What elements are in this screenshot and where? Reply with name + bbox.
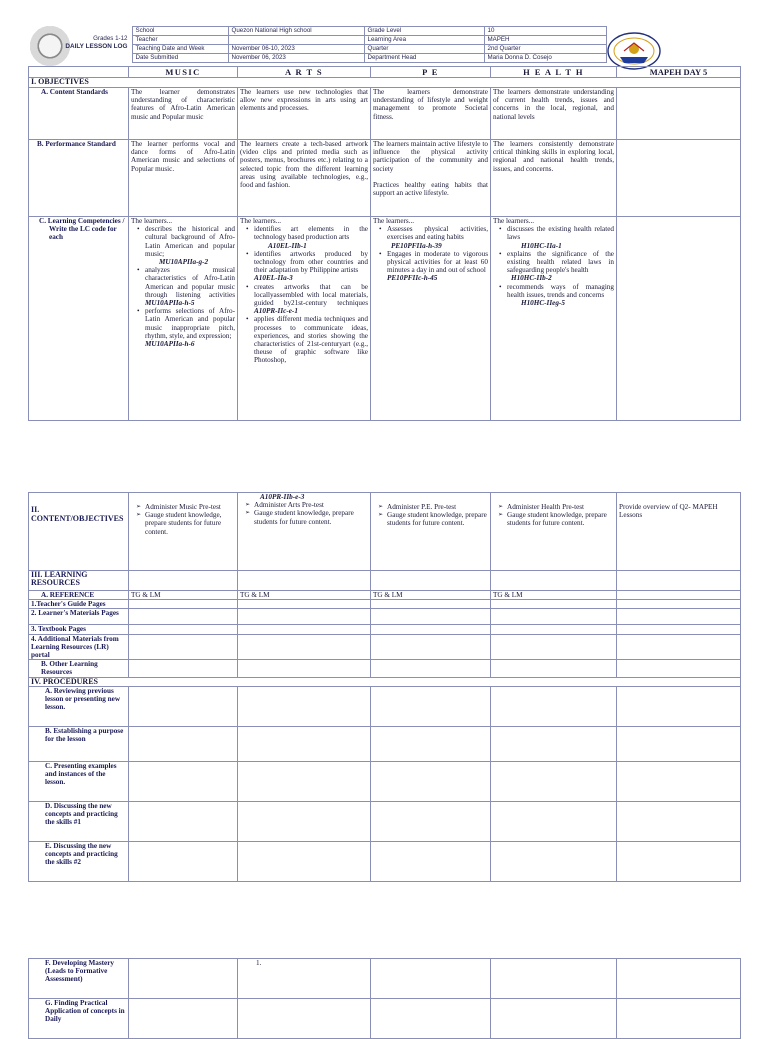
co-health-1: ➢ Administer Health Pre-test [501,503,614,511]
tglm-health: TG & LM [491,591,617,600]
performance-arts: The learners create a tech-based artwork (video clips and printed media such as posters, menus, brochures etc.) relating to a selected topic from the different learning areas using available technologies, e.g., food and fashion. [238,140,371,217]
co-music-1: ➢ Administer Music Pre-test [139,503,235,511]
music-code-1: MU10APIIa-g-2 [159,258,209,267]
empty-cell [238,634,371,660]
co-day5: Provide overview of Q2- MAPEH Lessons [617,493,741,571]
empty-cell [491,660,617,677]
resources-heading: III. LEARNING RESOURCES [29,571,129,591]
empty-cell [491,959,617,999]
content-standards-label: A. Content Standards [29,88,129,140]
music-code-2: MU10APIIa-h-5 [145,299,195,308]
empty-cell [491,999,617,1039]
empty-cell [617,625,741,634]
empty-cell [129,600,238,609]
empty-cell [371,686,491,726]
arts-code-3: A10PR-IIc-e-1 [254,307,298,316]
competencies-pe [371,217,491,421]
empty-cell [129,999,238,1039]
empty-cell [238,726,371,761]
empty-cell [617,959,741,999]
empty-cell [129,634,238,660]
competencies-music [129,217,238,421]
learners-intro: The learners... [373,217,415,225]
music-competency-2-text: analyzes musical characteristics of Afro-Latin American and popular music through listening activities [145,266,235,299]
arts-competency-1-text: identifies art elements in the technology based production arts [254,225,368,242]
page-2 [0,492,768,892]
health-code-1: H10HC-IIa-1 [521,241,562,250]
pe-competency-2-text: Engages in moderate to vigorous physical activities for at least 60 minutes a day in and out of school [387,249,488,275]
competencies-arts [238,217,371,421]
empty-cell [238,609,371,625]
procedure-e-label: E. Discussing the new concepts and practicing the skills #2 [29,841,129,881]
empty-cell [371,801,491,841]
empty-cell [371,625,491,634]
empty-cell [617,600,741,609]
co-arts-code: A10PR-IIb-e-3 [260,493,305,501]
page-break-1 [0,440,768,492]
empty-cell [617,999,741,1039]
arts-competency-2 [248,250,368,283]
quarter-label: Quarter [364,45,484,54]
grade-label: Grade Level [364,27,484,36]
arts-competency-3-text: creates artworks that can be locallyassembled with local materials, guided by21st-century techniques [254,282,368,308]
other-resources-label: B. Other Learning Resources [29,660,129,677]
empty-cell [491,634,617,660]
col-pe: P E [371,67,491,78]
head-value: Maria Donna D. Cosejo [484,54,606,63]
competencies-label [29,217,129,421]
arts-competency-list [240,225,368,364]
arts-competency-4-text: applies different media techniques and processes to communicate ideas, experiences, and stories showing the characteristics of 21st-centuryart (e.g., theuse of graphic software like Photoshop, [254,315,368,365]
empty-cell [129,686,238,726]
empty-cell [491,761,617,801]
health-competency-list [493,225,614,307]
co-pe-1: ➢ Administer P.E. Pre-test [381,503,488,511]
empty-cell [617,726,741,761]
empty-cell [491,801,617,841]
procedures-table [28,492,741,882]
submitted-label: Date Submitted [132,54,228,63]
content-music: The learner demonstrates understanding of characteristic features of Afro-Latin American music and Popular music [129,88,238,140]
empty-cell [617,591,741,600]
learners-intro: The learners... [493,217,535,225]
empty-cell [371,634,491,660]
empty-cell [129,841,238,881]
empty-cell [617,609,741,625]
empty-cell [491,726,617,761]
empty-cell [491,600,617,609]
content-pe: The learners demonstrate understanding of lifestyle and weight management to promote Societal fitness. [371,88,491,140]
co-health-2: ➢ Gauge student knowledge, prepare students for future content. [501,511,614,527]
empty-cell [129,959,238,999]
dates-label: Teaching Date and Week [132,45,228,54]
procedure-d-label: D. Discussing the new concepts and practicing the skills #1 [29,801,129,841]
log-title: DAILY LESSON LOG [65,42,128,50]
empty-cell [371,726,491,761]
empty-cell [371,959,491,999]
empty-cell [129,761,238,801]
content-day5 [617,88,741,140]
empty-cell [371,600,491,609]
co-arts-list [240,501,368,526]
competencies-sub: Write the LC code for each [49,225,117,242]
arts-competency-2-text: identifies artworks produced by technology from other countries and their adaptation by Philippine artists [254,249,368,275]
reference-label: A. REFERENCE [29,591,129,600]
procedure-b-label: B. Establishing a purpose for the lesson [29,726,129,761]
co-arts [238,493,371,571]
empty-cell [238,999,371,1039]
procedure-a-label: A. Reviewing previous lesson or presenting new lesson. [29,686,129,726]
arts-competency-4 [248,315,368,364]
music-code-3: MU10APIIa-h-6 [145,340,195,349]
music-competency-1 [139,225,235,266]
health-competency-2 [501,250,614,283]
co-arts-1: ➢ Administer Arts Pre-test [248,501,368,509]
empty-cell [617,761,741,801]
empty-cell [371,609,491,625]
co-music [129,493,238,571]
tglm-music: TG & LM [129,591,238,600]
textbook-pages-label: 3. Textbook Pages [29,625,129,634]
co-pe [371,493,491,571]
empty-cell [371,660,491,677]
additional-materials-label: 4. Additional Materials from Learning Resources (LR) portal [29,634,129,660]
empty-cell [129,625,238,634]
learners-intro: The learners... [240,217,282,225]
empty-cell [129,726,238,761]
quarter-value: 2nd Quarter [484,45,606,54]
school-value: Quezon National High school [228,27,364,36]
empty-cell [491,686,617,726]
school-label: School [132,27,228,36]
header-table [28,26,740,63]
performance-pe [371,140,491,217]
teacher-value [228,36,364,45]
content-objective-label: II. CONTENT/OBJECTIVES [29,493,129,571]
objectives-heading: I. OBJECTIVES [29,78,741,88]
empty-cell [491,625,617,634]
co-music-2: ➢ Gauge student knowledge, prepare students for future content. [139,511,235,536]
competencies-title: C. Learning Competencies / [39,217,125,225]
pe-competency-1 [381,225,488,250]
pe-code-1: PE10PFIIa-h-39 [391,241,442,250]
empty-cell [238,625,371,634]
performance-music: The learner performs vocal and dance forms of Afro-Latin American music and selections of Popular music. [129,140,238,217]
co-music-list [131,503,235,536]
col-music: MUSIC [129,67,238,78]
pe-competency-list [373,225,488,282]
head-label: Department Head [364,54,484,63]
empty-cell [371,761,491,801]
co-pe-list [373,503,488,528]
competencies-health [491,217,617,421]
health-code-2: H10HC-IIb-2 [511,274,552,283]
performance-pe-extra: Practices healthy eating habits that support an active lifestyle. [373,180,488,198]
empty-cell [371,841,491,881]
music-competency-3 [139,307,235,348]
co-pe-2: ➢ Gauge student knowledge, prepare students for future content. [381,511,488,527]
music-competency-list [131,225,235,348]
teacher-label: Teacher [132,36,228,45]
health-competency-1-text: discusses the existing health related laws [507,225,614,242]
tglm-pe: TG & LM [371,591,491,600]
page-1 [0,0,768,440]
procedure-f-label: F. Developing Mastery (Leads to Formative Assessment) [29,959,129,999]
procedure-g-label: G. Finding Practical Application of concepts in Daily [29,999,129,1039]
empty-cell [491,609,617,625]
arts-code-1: A10EL-IIb-1 [268,241,307,250]
procedures-continued-table [28,958,741,1039]
empty-cell [371,571,491,591]
content-arts: The learners use new technologies that allow new expressions in arts using art elements and processes. [238,88,371,140]
health-competency-2-text: explains the significance of the existing health related laws in safeguarding people's health [507,249,614,275]
col-day5: MAPEH DAY 5 [617,67,741,78]
empty-cell [238,801,371,841]
col-health: H E A L T H [491,67,617,78]
empty-cell [371,999,491,1039]
health-code-3: H10HC-IIeg-5 [521,299,565,308]
competencies-day5 [617,217,741,421]
arts-code-2: A10EL-IIa-3 [254,274,293,283]
tglm-arts: TG & LM [238,591,371,600]
procedure-f-arts: 1. [238,959,371,999]
music-competency-2 [139,266,235,307]
empty-cell [129,609,238,625]
co-arts-2: ➢ Gauge student knowledge, prepare students for future content. [248,509,368,525]
pe-code-2: PE10PFIIc-h-45 [387,274,438,283]
health-competency-1 [501,225,614,250]
dates-value: November 06-10, 2023 [228,45,364,54]
procedure-c-label: C. Presenting examples and instances of the lesson. [29,761,129,801]
col-arts: A R T S [238,67,371,78]
submitted-value: November 06, 2023 [228,54,364,63]
performance-health: The learners consistently demonstrate critical thinking skills in exploring local, regional and national health trends, issues, and concerns. [491,140,617,217]
empty-cell [129,571,238,591]
empty-cell [238,841,371,881]
performance-day5 [617,140,741,217]
page-break-2 [0,892,768,956]
arts-competency-1 [248,225,368,250]
music-competency-3-text: performs selections of Afro-Latin American and popular music inappropriate pitch, rhythm, style, and expression; [145,307,235,340]
co-health-list [493,503,614,528]
arts-competency-3 [248,283,368,316]
procedures-heading: IV. PROCEDURES [29,677,741,686]
empty-cell [238,600,371,609]
health-competency-3 [501,283,614,308]
area-label: Learning Area [364,36,484,45]
performance-standard-label: B. Performance Standard [29,140,129,217]
grades-line: Grades 1-12 [93,34,128,42]
objectives-table [28,66,741,421]
area-value: MAPEH [484,36,606,45]
performance-pe-text: The learners maintain active lifestyle to influence the physical activity participation of the community and society [373,140,488,173]
grade-value: 10 [484,27,606,36]
co-health [491,493,617,571]
learners-intro: The learners... [131,217,173,225]
empty-cell [617,660,741,677]
learners-materials-label: 2. Learner's Materials Pages [29,609,129,625]
empty-cell [617,801,741,841]
empty-cell [491,571,617,591]
pe-competency-1-text: Assesses physical activities, exercises and eating habits [387,225,488,242]
empty-cell [238,571,371,591]
music-competency-1-text: describes the historical and cultural background of Afro-Latin American and popular music; [145,225,235,258]
content-health: The learners demonstrate understanding of current health trends, issues and concerns in the local, regional, and national levels [491,88,617,140]
empty-cell [129,801,238,841]
empty-cell [129,660,238,677]
page-3 [0,956,768,1024]
empty-cell [617,571,741,591]
health-competency-3-text: recommends ways of managing health issues, trends and concerns [507,282,614,299]
teachers-guide-label: 1.Teacher's Guide Pages [29,600,129,609]
empty-cell [238,761,371,801]
empty-cell [617,841,741,881]
empty-cell [238,660,371,677]
empty-cell [617,634,741,660]
pe-competency-2 [381,250,488,283]
empty-cell [238,686,371,726]
empty-cell [617,686,741,726]
empty-cell [491,841,617,881]
